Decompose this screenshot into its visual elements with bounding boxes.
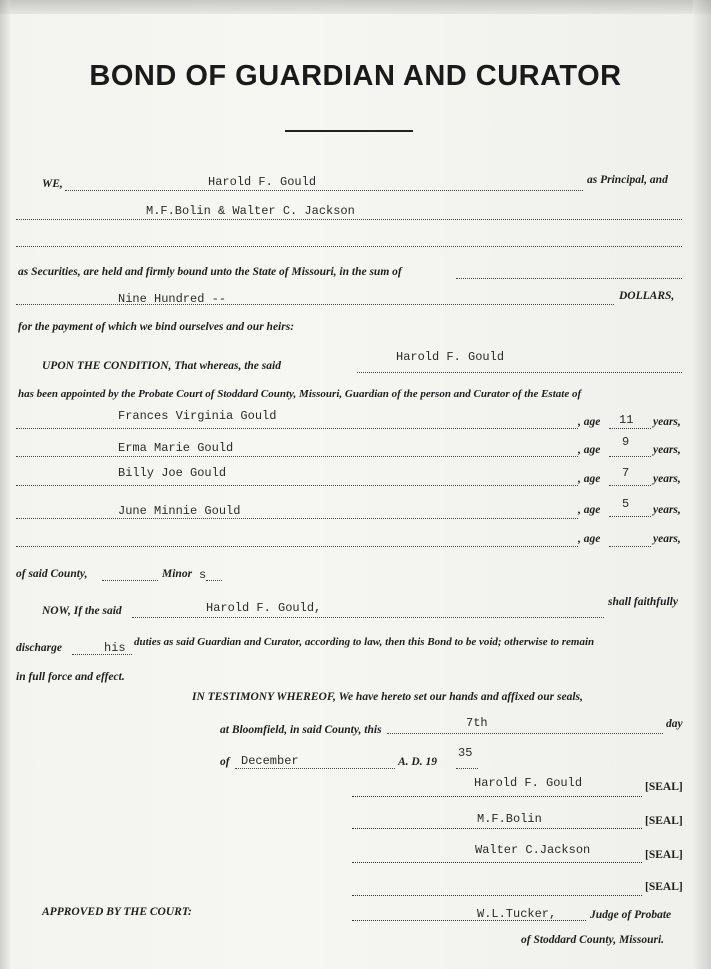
ad-label: A. D. 19 bbox=[398, 756, 437, 768]
county-designation: of Stoddard County, Missouri. bbox=[521, 934, 665, 946]
minor-name-line bbox=[16, 456, 578, 457]
age-label: , age bbox=[578, 444, 601, 456]
his-word: his bbox=[104, 641, 126, 655]
minor-name-line bbox=[16, 518, 578, 519]
minors-suffix-line bbox=[206, 580, 222, 581]
now-name: Harold F. Gould, bbox=[206, 601, 322, 615]
amount-words: Nine Hundred -- bbox=[118, 292, 227, 306]
that-whereas-label: That whereas, the said bbox=[174, 360, 281, 372]
sureties-blank-line bbox=[16, 246, 682, 247]
scan-edge-top bbox=[0, 0, 711, 14]
day-line bbox=[387, 733, 663, 734]
signature-name: Harold F. Gould bbox=[474, 776, 583, 790]
of-label: of bbox=[220, 756, 230, 768]
principal-name: Harold F. Gould bbox=[208, 175, 317, 189]
approved-label: APPROVED BY THE COURT: bbox=[42, 906, 192, 918]
testimony-clause bbox=[192, 691, 583, 703]
scan-edge-right bbox=[693, 0, 711, 969]
age-label: , age bbox=[578, 416, 601, 428]
age-label: , age bbox=[578, 473, 601, 485]
payment-clause: for the payment of which we bind ourselves and our heirs: bbox=[18, 321, 295, 333]
signature-line bbox=[352, 828, 642, 829]
seal-label: [SEAL] bbox=[645, 881, 683, 893]
sureties-line bbox=[16, 219, 682, 220]
amount-line bbox=[16, 304, 614, 305]
document-title: BOND OF GUARDIAN AND CURATOR bbox=[89, 60, 622, 92]
condition-name-line bbox=[357, 372, 682, 373]
now-name-line bbox=[132, 617, 604, 618]
judge-title: Judge of Probate bbox=[590, 909, 672, 921]
testimony-label: IN TESTIMONY WHEREOF, bbox=[192, 691, 336, 703]
title-underline bbox=[285, 130, 413, 132]
day-value: 7th bbox=[466, 716, 488, 730]
shall-faithfully: shall faithfully bbox=[608, 596, 678, 608]
minor-name-line bbox=[16, 546, 578, 547]
month-line bbox=[235, 768, 395, 769]
years-label: years, bbox=[653, 504, 681, 516]
years-label: years, bbox=[653, 473, 681, 485]
signature-line bbox=[352, 862, 642, 863]
signature-name: Walter C.Jackson bbox=[475, 843, 591, 857]
seal-label: [SEAL] bbox=[645, 781, 683, 793]
now-label: NOW, bbox=[42, 605, 71, 617]
judge-name: W.L.Tucker, bbox=[477, 907, 557, 921]
appointment-clause: has been appointed by the Probate Court of Stoddard County, Missouri, Guardian of the person and Curator of the Estate of bbox=[18, 388, 582, 400]
age-label: , age bbox=[578, 533, 601, 545]
sureties-names: M.F.Bolin & Walter C. Jackson bbox=[146, 204, 355, 218]
signature-line bbox=[352, 796, 642, 797]
minor-name: June Minnie Gould bbox=[118, 504, 241, 518]
full-force: in full force and effect. bbox=[16, 671, 125, 683]
year-suffix: 35 bbox=[458, 746, 473, 760]
signature-line bbox=[352, 895, 642, 896]
years-label: years, bbox=[653, 444, 681, 456]
minor-age: 11 bbox=[619, 413, 634, 427]
securities-clause: as Securities, are held and firmly bound unto the State of Missouri, in the sum of bbox=[18, 266, 402, 278]
minor-name-line bbox=[16, 428, 578, 429]
age-line bbox=[609, 516, 651, 517]
upon-condition-label: UPON THE CONDITION, bbox=[42, 360, 172, 372]
scan-edge-left bbox=[0, 0, 10, 969]
minors-suffix: s bbox=[199, 568, 207, 582]
day-label: day bbox=[666, 718, 683, 730]
if-the-said-label: If the said bbox=[73, 605, 122, 617]
seal-label: [SEAL] bbox=[645, 849, 683, 861]
sum-line bbox=[456, 278, 682, 279]
of-said-county: of said County, bbox=[16, 568, 88, 580]
discharge-label: discharge bbox=[16, 642, 62, 654]
minor-name-line bbox=[16, 485, 578, 486]
condition-name: Harold F. Gould bbox=[396, 350, 505, 364]
at-bloomfield: at Bloomfield, in said County, this bbox=[220, 724, 382, 736]
minor-name: Erma Marie Gould bbox=[118, 441, 234, 455]
age-line bbox=[609, 428, 651, 429]
age-label: , age bbox=[578, 504, 601, 516]
county-line bbox=[102, 580, 158, 581]
testimony-rest: We have hereto set our hands and affixed our seals, bbox=[338, 691, 583, 703]
we-label: WE, bbox=[42, 178, 63, 190]
as-principal-label: as Principal, and bbox=[587, 174, 668, 186]
principal-line bbox=[65, 190, 583, 191]
age-line bbox=[609, 546, 651, 547]
dollars-label: DOLLARS, bbox=[619, 290, 675, 302]
duties-clause: duties as said Guardian and Curator, according to law, then this Bond to be void; otherwise to remain bbox=[134, 636, 595, 648]
age-line bbox=[609, 456, 651, 457]
now-clause bbox=[42, 605, 122, 617]
month-value: December bbox=[241, 754, 299, 768]
minor-age: 9 bbox=[622, 435, 630, 449]
signature-name: M.F.Bolin bbox=[477, 812, 542, 826]
minor-name: Frances Virginia Gould bbox=[118, 409, 277, 423]
year-line bbox=[456, 768, 478, 769]
minor-name: Billy Joe Gould bbox=[118, 466, 227, 480]
minors-word: Minor bbox=[162, 568, 193, 580]
age-line bbox=[609, 485, 651, 486]
years-label: years, bbox=[653, 416, 681, 428]
minor-age: 7 bbox=[622, 466, 630, 480]
condition-clause bbox=[42, 360, 281, 372]
seal-label: [SEAL] bbox=[645, 815, 683, 827]
minor-age: 5 bbox=[622, 497, 630, 511]
years-label: years, bbox=[653, 533, 681, 545]
